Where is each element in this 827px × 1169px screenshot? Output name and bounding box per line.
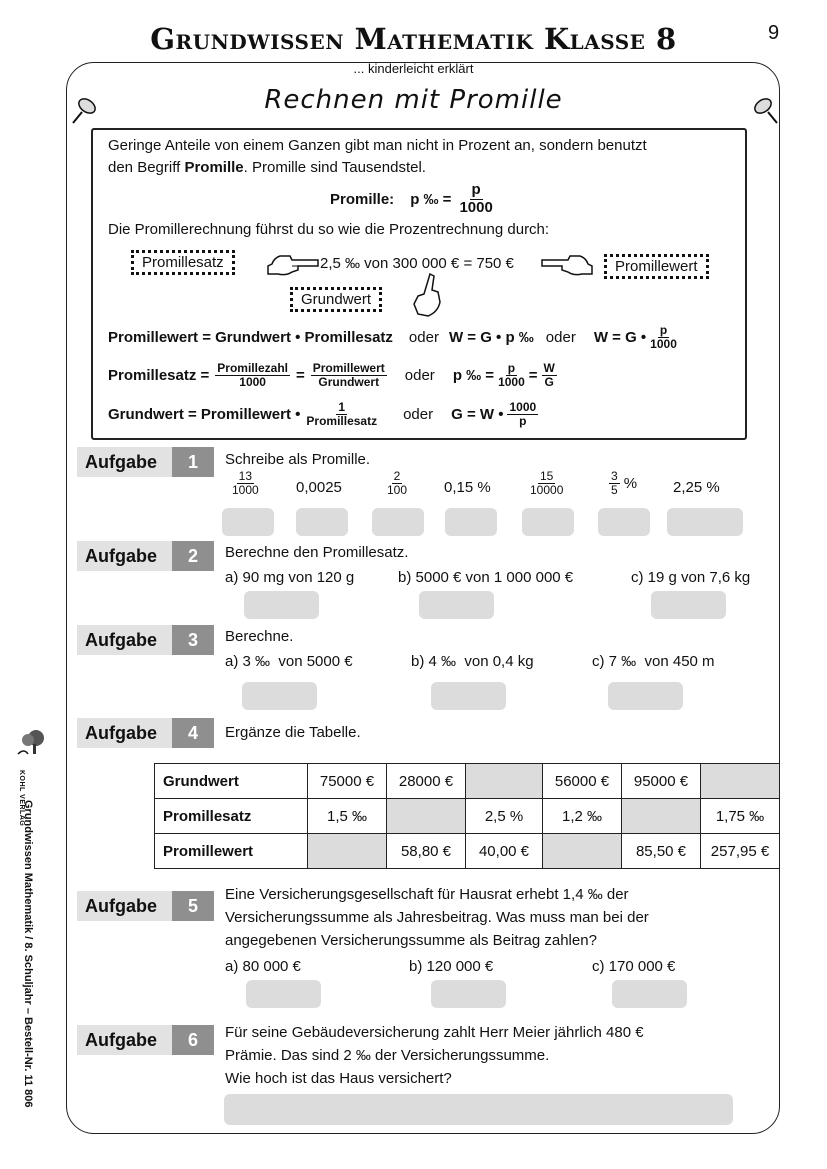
table-cell-blank[interactable] — [543, 834, 622, 869]
table-cell: 56000 € — [543, 764, 622, 799]
fraction-numerator: Promillewert — [312, 361, 385, 375]
table-cell: 257,95 € — [701, 834, 780, 869]
table-cell-blank[interactable] — [701, 764, 780, 799]
fraction-denominator: 1000 — [232, 483, 259, 498]
row-header: Promillesatz — [155, 799, 308, 834]
book-title: Grundwissen Mathematik Klasse 8 — [150, 22, 677, 56]
formula-short: W = G • p ‰ — [448, 329, 534, 347]
answer-field[interactable] — [667, 508, 743, 536]
formula-text: Grundwert = Promillewert • — [108, 406, 301, 424]
table-cell-blank[interactable] — [622, 799, 701, 834]
formula-fraction — [498, 362, 525, 389]
table-cell: 1,75 ‰ — [701, 799, 780, 834]
promillewert-box: Promillewert — [604, 254, 709, 279]
fraction-numerator: p — [471, 181, 481, 198]
task-number: 4 — [172, 718, 214, 748]
fraction-numerator: p — [659, 323, 668, 337]
task-number: 3 — [172, 625, 214, 655]
formula-row-3 — [108, 401, 538, 428]
formula-row-1 — [108, 324, 677, 351]
answer-field[interactable] — [431, 980, 506, 1008]
intro-bold-term: Promille — [184, 159, 244, 176]
table-row — [155, 764, 780, 799]
task-text-line: Eine Versicherungsgesellschaft für Hausrat erhebt 1,4 ‰ der — [225, 886, 629, 903]
table-cell: 85,50 € — [622, 834, 701, 869]
task-text-line: Versicherungssumme als Jahresbeitrag. Was muss man bei der — [225, 909, 649, 926]
task-text-line: Wie hoch ist das Haus versichert? — [225, 1070, 452, 1087]
formula-fraction — [311, 362, 387, 389]
answer-field[interactable] — [242, 682, 317, 710]
answer-field[interactable] — [598, 508, 650, 536]
task-subitem: a) 3 ‰ von 5000 € — [225, 653, 353, 670]
sheet-title: Rechnen mit Promille — [264, 85, 563, 115]
formula-fraction — [650, 324, 677, 351]
answer-field[interactable] — [419, 591, 494, 619]
answer-field[interactable] — [244, 591, 319, 619]
task-label: Aufgabe — [77, 718, 172, 748]
page-number: 9 — [768, 22, 780, 44]
answer-field[interactable] — [445, 508, 497, 536]
formula-text: Promillesatz = — [108, 367, 210, 385]
task1-item — [609, 470, 637, 497]
answer-field[interactable] — [222, 508, 274, 536]
task-instruction: Berechne den Promillesatz. — [225, 544, 409, 561]
task-subitem: c) 170 000 € — [592, 958, 676, 975]
table-cell: 75000 € — [308, 764, 387, 799]
publisher-name: KOHL VERLAG — [18, 770, 25, 827]
fraction-numerator: 13 — [238, 469, 253, 483]
fraction-numerator: 2 — [393, 469, 401, 483]
table-cell: 40,00 € — [466, 834, 543, 869]
task-number: 2 — [172, 541, 214, 571]
task1-item — [530, 470, 563, 497]
task-subitem: b) 5000 € von 1 000 000 € — [398, 569, 574, 586]
answer-field[interactable] — [522, 508, 574, 536]
formula-text: Promillewert = Grundwert • Promillesatz — [108, 329, 393, 347]
fraction-denominator: Grundwert — [318, 375, 380, 390]
fraction-numerator: 3 — [611, 469, 618, 483]
fraction-denominator: 1000 — [650, 337, 677, 352]
formula-short: G = W • — [451, 406, 504, 424]
formula-fraction — [215, 362, 290, 389]
pointing-hand-icon — [264, 252, 320, 278]
fraction-denominator: G — [544, 375, 554, 390]
formula-short: W = G • — [593, 329, 647, 347]
oder-text: oder — [408, 329, 439, 347]
task-subitem: c) 7 ‰ von 450 m — [592, 653, 715, 670]
task-label: Aufgabe — [77, 891, 172, 921]
oder-text: oder — [545, 329, 576, 347]
oder-text: oder — [404, 367, 435, 385]
value-table — [154, 763, 780, 869]
fraction-denominator: 1000 — [239, 375, 266, 390]
task-label: Aufgabe — [77, 447, 172, 477]
table-row — [155, 799, 780, 834]
task-instruction: Schreibe als Promille. — [225, 451, 371, 468]
intro-line-3: Die Promillerechnung führst du so wie die Prozentrechnung durch: — [108, 221, 550, 238]
task-text-line: angegebenen Versicherungssumme als Beitrag zahlen? — [225, 932, 597, 949]
table-cell: 95000 € — [622, 764, 701, 799]
task-label: Aufgabe — [77, 625, 172, 655]
table-cell: 1,2 ‰ — [543, 799, 622, 834]
task-text-line: Für seine Gebäudeversicherung zahlt Herr Meier jährlich 480 € — [225, 1024, 644, 1041]
table-cell: 58,80 € — [387, 834, 466, 869]
task-subitem: a) 80 000 € — [225, 958, 301, 975]
table-cell: 28000 € — [387, 764, 466, 799]
task-instruction: Ergänze die Tabelle. — [225, 724, 361, 741]
table-row — [155, 834, 780, 869]
answer-field[interactable] — [246, 980, 321, 1008]
task-subitem: b) 4 ‰ von 0,4 kg — [411, 653, 534, 670]
grundwert-box: Grundwert — [290, 287, 382, 312]
row-header: Promillewert — [155, 834, 308, 869]
fraction-denominator: 100 — [387, 483, 408, 498]
answer-field[interactable] — [224, 1094, 733, 1125]
fraction-numerator: 15 — [540, 469, 554, 483]
promille-formula — [330, 182, 493, 216]
formula-short: p ‰ = — [452, 367, 495, 385]
answer-field[interactable] — [431, 682, 506, 710]
table-cell-blank[interactable] — [466, 764, 543, 799]
pointing-hand-icon — [540, 252, 596, 278]
fraction-denominator: 1000 — [498, 375, 525, 390]
task-subitem: a) 90 mg von 120 g — [225, 569, 355, 586]
formula-fraction — [507, 401, 538, 428]
task1-item: 2,25 % — [673, 479, 720, 496]
answer-field[interactable] — [651, 591, 726, 619]
fraction-numerator: 1 — [338, 400, 346, 414]
fraction-numerator: W — [543, 361, 555, 375]
task-number: 1 — [172, 447, 214, 477]
formula-label: Promille: — [330, 190, 395, 208]
row-header: Grundwert — [155, 764, 308, 799]
table-cell: 1,5 ‰ — [308, 799, 387, 834]
oder-text: oder — [403, 406, 434, 424]
fraction-denominator: p — [519, 414, 527, 429]
table-cell-blank[interactable] — [308, 834, 387, 869]
formula-fraction — [306, 401, 377, 428]
table-cell-blank[interactable] — [387, 799, 466, 834]
task-number: 5 — [172, 891, 214, 921]
task-label: Aufgabe — [77, 1025, 172, 1055]
task-subitem: b) 120 000 € — [409, 958, 494, 975]
promillesatz-box: Promillesatz — [131, 250, 235, 275]
pointing-hand-up-icon — [410, 272, 444, 318]
book-subtitle: ... kinderleicht erklärt — [353, 61, 474, 76]
intro-line-1: Geringe Anteile von einem Ganzen gibt man nicht in Prozent an, sondern benutzt — [108, 137, 647, 154]
task1-item — [232, 470, 259, 497]
formula-fraction — [542, 362, 557, 389]
answer-field[interactable] — [612, 980, 687, 1008]
task-label: Aufgabe — [77, 541, 172, 571]
answer-field[interactable] — [372, 508, 424, 536]
fraction-denominator: 1000 — [459, 198, 493, 216]
fraction-numerator: p — [507, 361, 516, 375]
task-text-line: Prämie. Das sind 2 ‰ der Versicherungssumme. — [225, 1047, 550, 1064]
equals-sign: = — [295, 367, 305, 385]
task1-item: 0,15 % — [444, 479, 491, 496]
formula-fraction — [459, 182, 492, 216]
intro-text: den Begriff — [108, 159, 185, 176]
example-calculation: 2,5 ‰ von 300 000 € = 750 € — [320, 255, 514, 272]
fraction-denominator: Promillesatz — [306, 414, 378, 429]
task-instruction: Berechne. — [225, 628, 294, 645]
fraction — [609, 470, 620, 497]
formula-row-2: Promillesatz = $\frac{\text{Promillezahl}}{1000}$ = $\frac{\text{Promillewert}}{\text{Grundwert}}$ oder p ‰ = $\frac{p}{1000}$ = $\frac{W}{G}$ — [108, 361, 555, 390]
task1-item: 0,0025 — [296, 479, 342, 496]
table-cell: 2,5 % — [466, 799, 543, 834]
formula-lhs: p ‰ = — [410, 190, 452, 208]
intro-text: . Promille sind Tausendstel. — [243, 159, 426, 176]
task-number: 6 — [172, 1025, 214, 1055]
intro-line-2 — [108, 159, 426, 176]
fraction-denominator: 10000 — [530, 483, 564, 498]
task-subitem: c) 19 g von 7,6 kg — [631, 569, 751, 586]
task1-item — [387, 470, 407, 497]
sidebar-text: Grundwissen Mathematik / 8. Schuljahr – Bestell-Nr. 11 806 — [22, 800, 34, 1108]
publisher-logo — [14, 728, 48, 768]
fraction-denominator: 5 — [611, 483, 618, 498]
percent-sign: % — [623, 475, 638, 493]
answer-field[interactable] — [608, 682, 683, 710]
fraction-numerator: 1000 — [509, 400, 537, 414]
answer-field[interactable] — [296, 508, 348, 536]
fraction-numerator: Promillezahl — [217, 361, 288, 375]
